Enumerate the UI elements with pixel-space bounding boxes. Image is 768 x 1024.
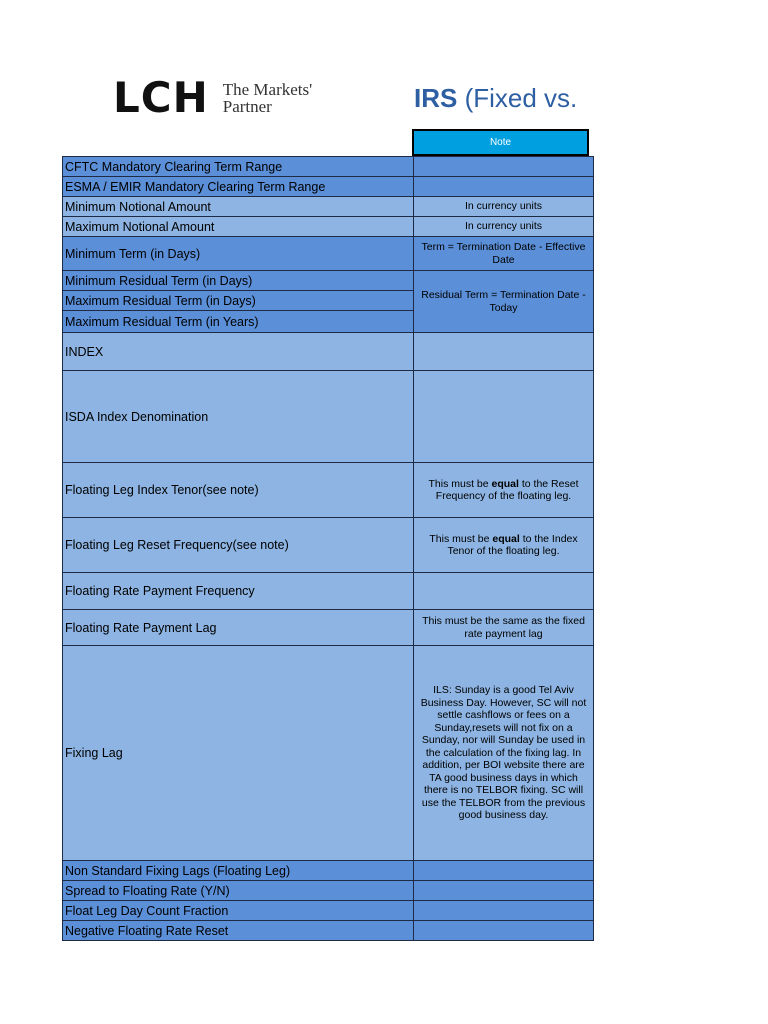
table-row: [63, 573, 594, 610]
row-label: Floating Rate Payment Lag: [63, 610, 414, 646]
note-column-header: Note: [412, 129, 589, 156]
row-note: This must be the same as the fixed rate payment lag: [414, 610, 594, 646]
logo-tagline-line1: The Markets': [222, 80, 313, 99]
row-label: Minimum Residual Term (in Days): [63, 271, 414, 291]
row-note: ILS: Sunday is a good Tel Aviv Business Day. However, SC will not settle cashflows or fees on a Sunday,resets will not fix on a Sunday, nor will Sunday be used in the calculation of the fixing lag. In addition, per BOI website there are TA good business days in which there is no TELBOR fixing. SC will use the TELBOR from the previous good business day.: [414, 646, 594, 861]
logo-mark: LCH: [113, 73, 209, 122]
note-text-pre: This must be: [428, 477, 492, 490]
logo-tagline: [223, 78, 312, 115]
row-note: Residual Term = Termination Date - Today: [414, 271, 594, 333]
row-label: Maximum Residual Term (in Years): [63, 311, 414, 333]
table-row: [63, 271, 594, 291]
row-label: Minimum Term (in Days): [63, 237, 414, 271]
table-row: [63, 217, 594, 237]
row-label: Spread to Floating Rate (Y/N): [63, 881, 414, 901]
title-rest: (Fixed vs.: [457, 83, 578, 113]
row-label: ISDA Index Denomination: [63, 371, 414, 463]
note-text-bold: equal: [492, 532, 520, 545]
table-row: [63, 371, 594, 463]
row-label: Non Standard Fixing Lags (Floating Leg): [63, 861, 414, 881]
row-note: [414, 463, 594, 518]
row-note: [414, 901, 594, 921]
row-label: Floating Leg Reset Frequency(see note): [63, 518, 414, 573]
table-row: [63, 881, 594, 901]
note-text-bold: equal: [491, 477, 519, 490]
row-note: [414, 371, 594, 463]
row-note: [414, 333, 594, 371]
title-bold: IRS: [414, 83, 458, 113]
table-row: [63, 861, 594, 881]
row-note: [414, 921, 594, 941]
row-note: In currency units: [414, 217, 594, 237]
row-note: [414, 861, 594, 881]
row-label: Minimum Notional Amount: [63, 197, 414, 217]
logo-tagline-line2: Partner: [222, 97, 272, 116]
row-note: [414, 881, 594, 901]
row-label: ESMA / EMIR Mandatory Clearing Term Range: [63, 177, 414, 197]
table-row: [63, 610, 594, 646]
row-note: Term = Termination Date - Effective Date: [414, 237, 594, 271]
row-label: Maximum Notional Amount: [63, 217, 414, 237]
lch-logo: [113, 73, 313, 122]
row-note: [414, 177, 594, 197]
row-label: Maximum Residual Term (in Days): [63, 291, 414, 311]
table-row: [63, 921, 594, 941]
row-label: CFTC Mandatory Clearing Term Range: [63, 157, 414, 177]
row-note: [414, 157, 594, 177]
row-label: Floating Rate Payment Frequency: [63, 573, 414, 610]
note-text-post: to the Index Tenor of the floating leg.: [447, 532, 578, 557]
row-label: Floating Leg Index Tenor(see note): [63, 463, 414, 518]
row-note: [414, 518, 594, 573]
table-row: [63, 197, 594, 217]
product-spec-table: [62, 156, 594, 941]
table-row: [63, 177, 594, 197]
row-note: In currency units: [414, 197, 594, 217]
row-label: Float Leg Day Count Fraction: [63, 901, 414, 921]
table-row: [63, 333, 594, 371]
row-label: INDEX: [63, 333, 414, 371]
note-text-pre: This must be: [429, 532, 493, 545]
table-row: [63, 901, 594, 921]
table-row: [63, 237, 594, 271]
table-row: [63, 157, 594, 177]
table-row: [63, 463, 594, 518]
document-title: [414, 83, 577, 114]
row-label: Negative Floating Rate Reset: [63, 921, 414, 941]
table-row: [63, 518, 594, 573]
row-note: [414, 573, 594, 610]
table-row: [63, 646, 594, 861]
note-text-post: to the Reset Frequency of the floating leg.: [435, 477, 579, 502]
row-label: Fixing Lag: [63, 646, 414, 861]
